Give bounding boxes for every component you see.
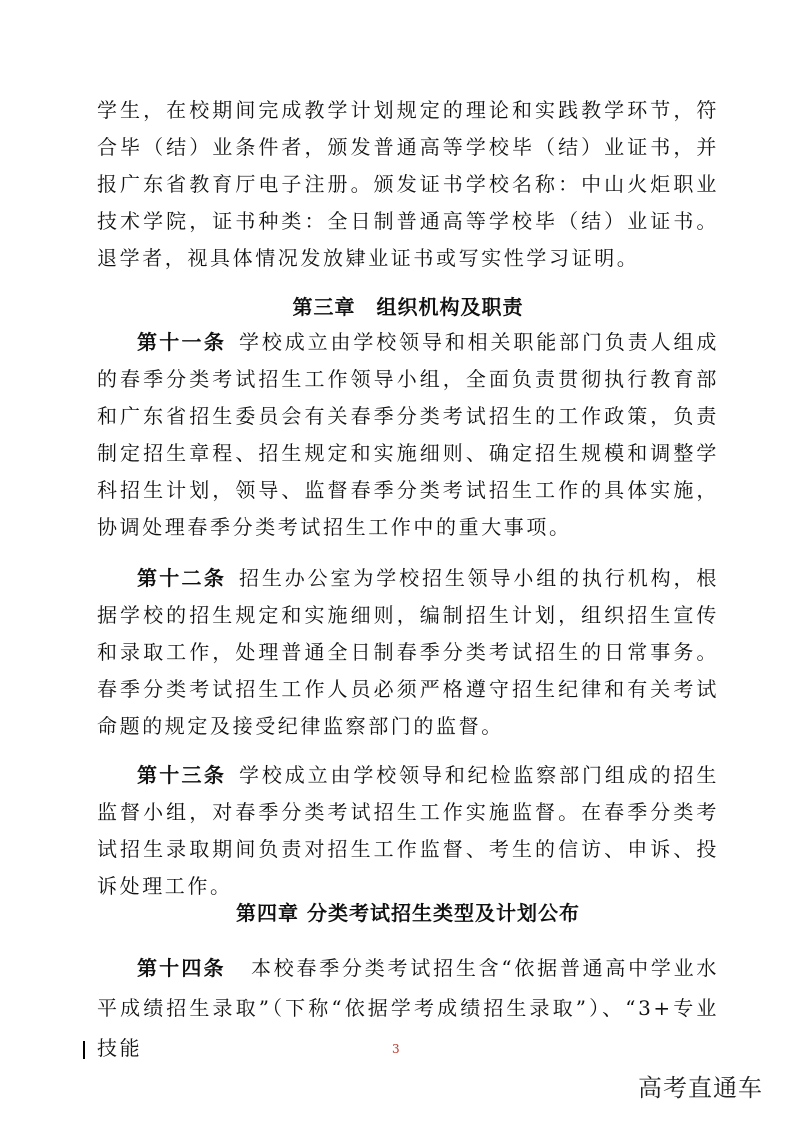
chapter-3-heading: 第三章 组织机构及职责 <box>292 295 524 319</box>
article-12-block <box>97 560 719 745</box>
article-14-paragraph <box>97 948 719 1068</box>
chapter-4-heading: 第四章 分类考试招生类型及计划公布 <box>236 901 580 925</box>
article-11-label: 第十一条 <box>137 330 227 354</box>
article-11-text: 学校成立由学校领导和相关职能部门负责人组成的春季分类考试招生工作领导小组，全面负责贯彻执行教育部和广东省招生委员会有关春季分类考试招生的工作政策，负责制定招生章程、招生规定和实施细则、确定招生规模和调整学科招生计划，领导、监督春季分类考试招生工作的具体实施，协调处理春季分类考试招生工作中的重大事项。 <box>97 330 719 539</box>
intro-paragraph: 学生，在校期间完成教学计划规定的理论和实践教学环节，符合毕（结）业条件者，颁发普通高等学校毕（结）业证书，并报广东省教育厅电子注册。颁发证书学校名称：中山火炬职业技术学院，证书种类：全日制普通高等学校毕（结）业证书。退学者，视具体情况发放肄业证书或写实性学习证明。 <box>97 98 719 270</box>
page-number: 3 <box>392 1042 400 1056</box>
article-12-text: 招生办公室为学校招生领导小组的执行机构，根据学校的招生规定和实施细则，编制招生计划，组织招生宣传和录取工作，处理普通全日制春季分类考试招生的日常事务。春季分类考试招生工作人员必须严格遵守招生纪律和有关考试命题的规定及接受纪律监察部门的监督。 <box>97 566 719 738</box>
article-14-text: 本校春季分类考试招生含“依据普通高中学业水平成绩招生录取”（下称“依据学考成绩招生录取”）、“3+专业技能 <box>97 956 720 1060</box>
article-13-block <box>97 757 719 905</box>
article-12-label: 第十二条 <box>137 566 227 590</box>
text-cursor <box>83 1041 85 1059</box>
intro-block <box>97 92 719 277</box>
article-14-block <box>97 948 719 1068</box>
article-11-paragraph <box>97 324 719 546</box>
article-13-text: 学校成立由学校领导和纪检监察部门组成的招生监督小组，对春季分类考试招生工作实施监督。在春季分类考试招生录取期间负责对招生工作监督、考生的信访、申诉、投诉处理工作。 <box>97 763 719 898</box>
article-13-paragraph <box>97 757 719 905</box>
article-14-label: 第十四条 <box>137 956 226 980</box>
article-13-label: 第十三条 <box>137 763 227 787</box>
article-12-paragraph <box>97 560 719 745</box>
article-11-block <box>97 324 719 546</box>
watermark-logo: 高考直通车 <box>638 1074 763 1102</box>
